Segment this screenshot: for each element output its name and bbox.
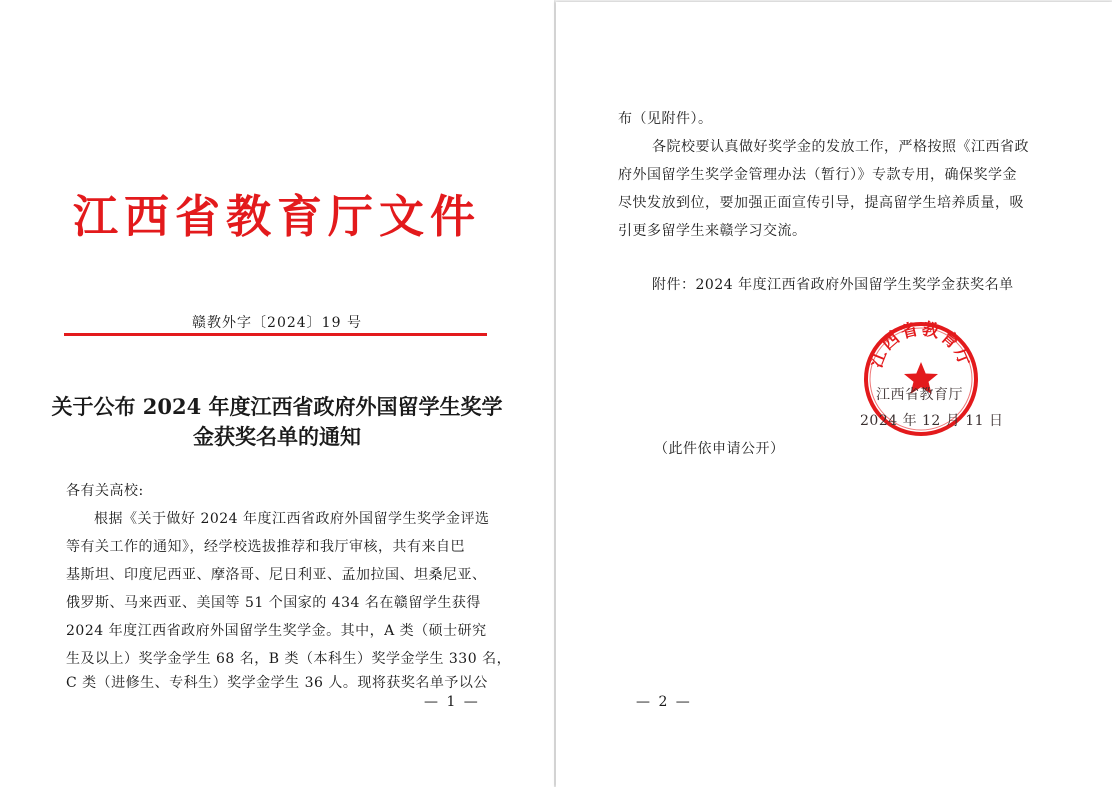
disclosure-note: （此件依申请公开） — [654, 441, 785, 457]
body-line: 布（见附件）。 — [618, 111, 713, 127]
notice-title — [40, 392, 514, 452]
body-line: 生及以上）奖学金学生 68 名，B 类（本科生）奖学金学生 330 名， — [66, 651, 512, 667]
notice-title-line-2: 金获奖名单的通知 — [193, 424, 361, 449]
seal-arc-text: 江西省教育厅 — [866, 320, 976, 371]
attachment-line: 附件：2024 年度江西省政府外国留学生奖学金获奖名单 — [652, 277, 1014, 293]
page-number: — 2 — — [636, 694, 692, 710]
body-line: 2024 年度江西省政府外国留学生奖学金。其中，A 类（硕士研究 — [66, 623, 487, 639]
salutation: 各有关高校: — [66, 483, 144, 499]
body-line: C 类（进修生、专科生）奖学金学生 36 人。现将获奖名单予以公 — [66, 675, 488, 691]
body-line: 各院校要认真做好奖学金的发放工作，严格按照《江西省政 — [652, 139, 1029, 155]
page-number: — 1 — — [424, 694, 480, 710]
body-line: 等有关工作的通知》，经学校选拔推荐和我厅审核，共有来自巴 — [66, 539, 465, 555]
document-header: 江西省教育厅文件 — [72, 190, 481, 243]
red-divider-line — [64, 333, 487, 336]
body-line: 引更多留学生来赣学习交流。 — [618, 223, 807, 239]
issue-date: 2024 年 12 月 11 日 — [860, 413, 1004, 429]
body-line: 基斯坦、印度尼西亚、摩洛哥、尼日利亚、孟加拉国、坦桑尼亚、 — [66, 567, 487, 583]
document-page-2 — [556, 2, 1112, 787]
signer-name: 江西省教育厅 — [876, 387, 963, 403]
body-line: 尽快发放到位，要加强正面宣传引导，提高留学生培养质量，吸 — [618, 195, 1024, 211]
body-line: 府外国留学生奖学金管理办法（暂行）》专款专用，确保奖学金 — [618, 167, 1017, 183]
document-number: 赣教外字〔2024〕19 号 — [192, 315, 362, 331]
body-line: 根据《关于做好 2024 年度江西省政府外国留学生奖学金评选 — [94, 511, 490, 527]
notice-title-line-1: 关于公布 2024 年度江西省政府外国留学生奖学 — [51, 394, 503, 419]
body-line: 俄罗斯、马来西亚、美国等 51 个国家的 434 名在赣留学生获得 — [66, 595, 481, 611]
document-page-1 — [0, 0, 554, 787]
